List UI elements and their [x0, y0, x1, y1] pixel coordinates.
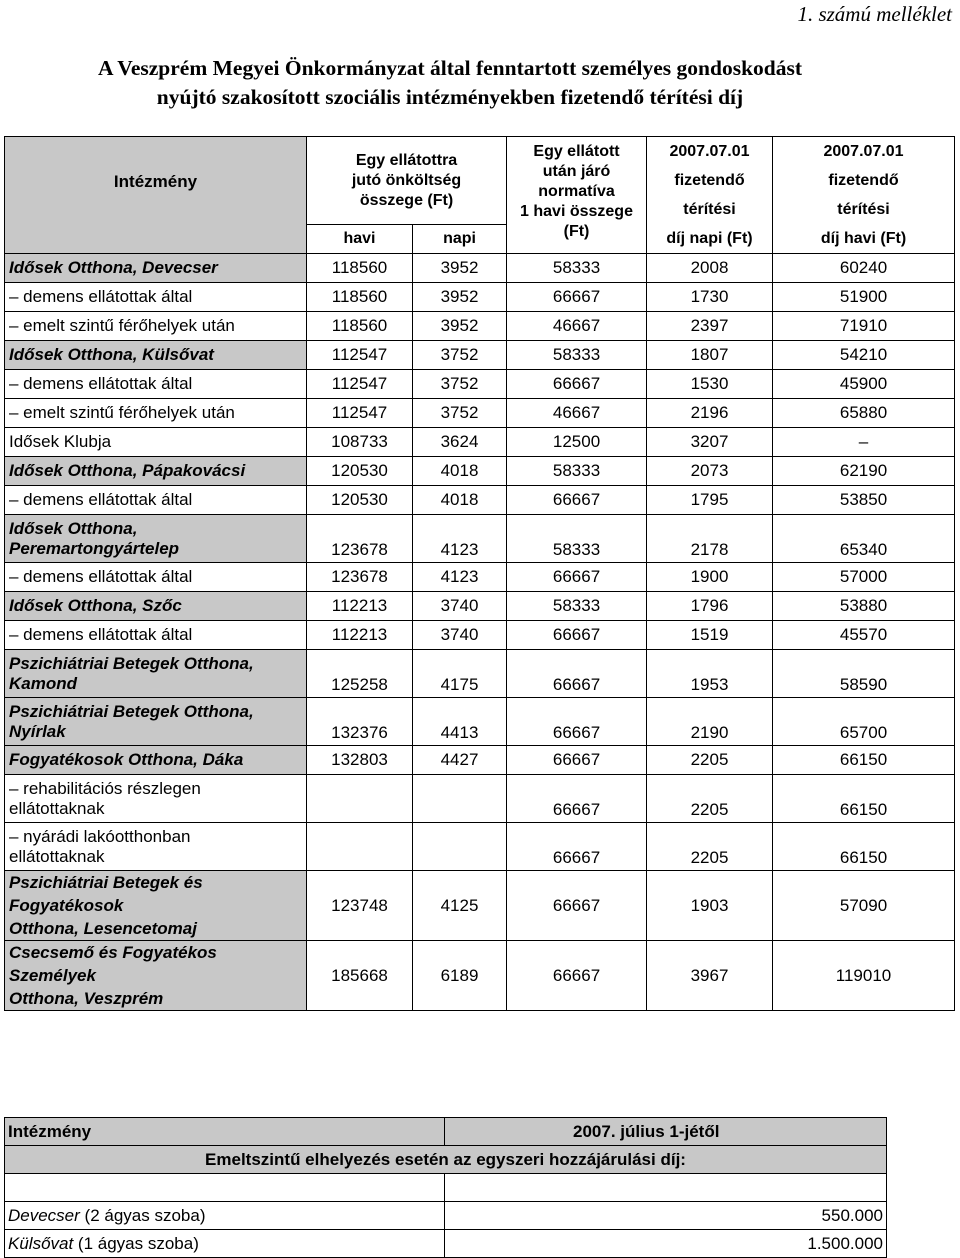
- row-name-line: Személyek: [9, 966, 96, 985]
- row-name-line: Fogyatékosok: [9, 896, 124, 915]
- second-place: [5, 1202, 445, 1230]
- row-name: – demens ellátottak által: [5, 283, 307, 312]
- table-row: [5, 621, 955, 650]
- cell-fee-monthly: 53850: [773, 486, 955, 515]
- cell-fee-monthly: 66150: [773, 823, 955, 871]
- cell-fee-daily: 2196: [647, 399, 773, 428]
- header-fee-daily-line: díj napi (Ft): [666, 230, 753, 247]
- cell-daily: 3952: [413, 254, 507, 283]
- row-name: – demens ellátottak által: [5, 621, 307, 650]
- cell-daily: [413, 823, 507, 871]
- cell-daily: 3624: [413, 428, 507, 457]
- cell-normative: 46667: [507, 399, 647, 428]
- cell-fee-daily: 2008: [647, 254, 773, 283]
- cell-normative: 58333: [507, 515, 647, 563]
- cell-normative: 66667: [507, 563, 647, 592]
- second-value: 550.000: [445, 1202, 887, 1230]
- cell-monthly: 123678: [307, 515, 413, 563]
- contribution-table: [4, 1117, 887, 1258]
- second-spacer: [5, 1174, 445, 1202]
- cell-fee-monthly: 60240: [773, 254, 955, 283]
- second-spacer: [445, 1174, 887, 1202]
- header-norm-line: után járó: [542, 163, 611, 180]
- cell-fee-monthly: 45570: [773, 621, 955, 650]
- fee-table: [4, 136, 955, 1011]
- second-header-institution: Intézmény: [5, 1118, 445, 1146]
- row-name-line: Pszichiátriai Betegek Otthona,: [9, 653, 254, 673]
- cell-monthly: 112547: [307, 370, 413, 399]
- cell-normative: 66667: [507, 871, 647, 941]
- cell-normative: 66667: [507, 486, 647, 515]
- title-line-1: A Veszprém Megyei Önkormányzat által fenntartott személyes gondoskodást: [97, 56, 803, 80]
- cell-monthly: 112213: [307, 621, 413, 650]
- cell-daily: 3752: [413, 370, 507, 399]
- second-subtitle: Emeltszintű elhelyezés esetén az egyszeri hozzájárulási díj:: [5, 1146, 887, 1174]
- cell-fee-daily: 1530: [647, 370, 773, 399]
- table-row: [5, 871, 955, 941]
- cell-fee-daily: 2397: [647, 312, 773, 341]
- cell-normative: 58333: [507, 341, 647, 370]
- cell-fee-daily: 2205: [647, 823, 773, 871]
- row-name: – emelt szintű férőhelyek után: [5, 399, 307, 428]
- second-header-date: [445, 1118, 887, 1146]
- row-name-line: – rehabilitációs részlegen: [9, 778, 201, 798]
- cell-monthly: 112547: [307, 399, 413, 428]
- row-name: – demens ellátottak által: [5, 486, 307, 515]
- cell-monthly: 132803: [307, 746, 413, 775]
- header-daily: napi: [413, 225, 507, 254]
- row-name-line: Pszichiátriai Betegek és: [9, 873, 203, 892]
- cell-monthly: 120530: [307, 486, 413, 515]
- table-row: [5, 515, 955, 563]
- cell-fee-monthly: 57090: [773, 871, 955, 941]
- table-row: [5, 399, 955, 428]
- cell-monthly: 118560: [307, 283, 413, 312]
- cell-monthly: [307, 823, 413, 871]
- row-name: [5, 515, 307, 563]
- cell-daily: 3740: [413, 592, 507, 621]
- cell-normative: 58333: [507, 592, 647, 621]
- cell-fee-monthly: 66150: [773, 775, 955, 823]
- table-row: [5, 592, 955, 621]
- cell-daily: 4123: [413, 563, 507, 592]
- table-row: [5, 341, 955, 370]
- annex-label: 1. számú melléklet: [797, 2, 952, 26]
- row-name-line: Otthona, Lesencetomaj: [9, 919, 197, 938]
- header-norm-line: Egy ellátott: [533, 143, 620, 160]
- cell-fee-monthly: –: [773, 428, 955, 457]
- header-norm-line: 1 havi összege: [520, 203, 633, 220]
- row-name: Idősek Otthona, Külsővat: [5, 341, 307, 370]
- place-name: Devecser: [8, 1205, 80, 1225]
- cell-fee-daily: 1795: [647, 486, 773, 515]
- table-row: [5, 746, 955, 775]
- header-fee-daily-line: térítési: [683, 201, 736, 218]
- cell-daily: 4175: [413, 650, 507, 698]
- cell-fee-monthly: 65340: [773, 515, 955, 563]
- row-name: [5, 650, 307, 698]
- cell-fee-daily: 2205: [647, 775, 773, 823]
- header-normative: [507, 137, 647, 254]
- table-row: [5, 370, 955, 399]
- row-name-line: Otthona, Veszprém: [9, 989, 164, 1008]
- cell-normative: 66667: [507, 370, 647, 399]
- cell-normative: 66667: [507, 621, 647, 650]
- place-name: Külsővat: [8, 1233, 74, 1253]
- header-fee-daily: [647, 137, 773, 254]
- header-cost-line: Egy ellátottra: [355, 151, 458, 169]
- place-desc: (2 ágyas szoba): [79, 1205, 206, 1225]
- header-institution-label: Intézmény: [113, 172, 198, 191]
- header-cost: [307, 137, 507, 225]
- row-name: Fogyatékosok Otthona, Dáka: [5, 746, 307, 775]
- cell-fee-daily: 1519: [647, 621, 773, 650]
- second-date-label: 2007. július 1-jétől: [573, 1121, 720, 1141]
- row-name-line: Csecsemő és Fogyatékos: [9, 943, 217, 962]
- row-name: – demens ellátottak által: [5, 563, 307, 592]
- cell-fee-daily: 2190: [647, 698, 773, 746]
- header-cost-line: jutó önköltség: [351, 171, 462, 189]
- row-name: Idősek Otthona, Szőc: [5, 592, 307, 621]
- cell-fee-daily: 3207: [647, 428, 773, 457]
- cell-normative: 66667: [507, 698, 647, 746]
- cell-fee-monthly: 119010: [773, 941, 955, 1011]
- cell-fee-daily: 1900: [647, 563, 773, 592]
- cell-daily: 4123: [413, 515, 507, 563]
- cell-normative: 66667: [507, 650, 647, 698]
- row-name: [5, 775, 307, 823]
- table-row: [5, 254, 955, 283]
- cell-normative: 66667: [507, 746, 647, 775]
- cell-fee-daily: 1903: [647, 871, 773, 941]
- cell-fee-monthly: 62190: [773, 457, 955, 486]
- cell-daily: 3752: [413, 399, 507, 428]
- cell-normative: 66667: [507, 941, 647, 1011]
- cell-fee-daily: 1730: [647, 283, 773, 312]
- header-fee-monthly-line: térítési: [837, 201, 890, 218]
- second-place: [5, 1230, 445, 1258]
- cell-daily: 3752: [413, 341, 507, 370]
- cell-fee-monthly: 65700: [773, 698, 955, 746]
- cell-monthly: [307, 775, 413, 823]
- cell-fee-daily: 1953: [647, 650, 773, 698]
- cell-normative: 46667: [507, 312, 647, 341]
- cell-fee-daily: 1796: [647, 592, 773, 621]
- cell-daily: 6189: [413, 941, 507, 1011]
- cell-monthly: 132376: [307, 698, 413, 746]
- table-row: [5, 775, 955, 823]
- table-row: [5, 283, 955, 312]
- cell-fee-daily: 2178: [647, 515, 773, 563]
- cell-daily: 4427: [413, 746, 507, 775]
- row-name-line: ellátottaknak: [9, 798, 105, 818]
- row-name-line: Idősek Otthona,: [9, 518, 138, 538]
- row-name: – emelt szintű férőhelyek után: [5, 312, 307, 341]
- cell-normative: 12500: [507, 428, 647, 457]
- cell-monthly: 108733: [307, 428, 413, 457]
- row-name: [5, 698, 307, 746]
- table-row: [5, 823, 955, 871]
- table-row: [5, 698, 955, 746]
- row-name-line: Peremartongyártelep: [9, 538, 180, 558]
- cell-monthly: 112213: [307, 592, 413, 621]
- row-name: Idősek Otthona, Pápakovácsi: [5, 457, 307, 486]
- cell-daily: 3952: [413, 283, 507, 312]
- table-row: [5, 563, 955, 592]
- cell-daily: 4413: [413, 698, 507, 746]
- cell-daily: 3952: [413, 312, 507, 341]
- row-name: [5, 941, 307, 1011]
- header-fee-monthly: [773, 137, 955, 254]
- cell-fee-daily: 3967: [647, 941, 773, 1011]
- cell-daily: 3740: [413, 621, 507, 650]
- cell-fee-monthly: 66150: [773, 746, 955, 775]
- row-name: [5, 871, 307, 941]
- row-name-line: Nyírlak: [9, 721, 66, 741]
- cell-daily: 4018: [413, 457, 507, 486]
- title-line-2: nyújtó szakosított szociális intézményekben fizetendő térítési díj: [156, 85, 744, 109]
- cell-normative: 58333: [507, 254, 647, 283]
- cell-daily: [413, 775, 507, 823]
- header-norm-line: (Ft): [563, 223, 590, 240]
- cell-fee-daily: 1807: [647, 341, 773, 370]
- table-row: [5, 1230, 887, 1258]
- cell-monthly: 118560: [307, 254, 413, 283]
- cell-monthly: 125258: [307, 650, 413, 698]
- table-row: [5, 428, 955, 457]
- header-norm-line: normatíva: [538, 183, 615, 200]
- cell-fee-monthly: 53880: [773, 592, 955, 621]
- header-fee-monthly-line: 2007.07.01: [823, 143, 904, 160]
- header-cost-line: összege (Ft): [359, 191, 454, 209]
- cell-normative: 66667: [507, 823, 647, 871]
- cell-fee-monthly: 71910: [773, 312, 955, 341]
- table-row: [5, 650, 955, 698]
- cell-monthly: 185668: [307, 941, 413, 1011]
- place-desc: (1 ágyas szoba): [73, 1233, 199, 1253]
- row-name: Idősek Otthona, Devecser: [5, 254, 307, 283]
- cell-normative: 66667: [507, 775, 647, 823]
- row-name-line: ellátottaknak: [9, 846, 105, 866]
- cell-fee-daily: 2073: [647, 457, 773, 486]
- header-fee-daily-line: fizetendő: [674, 172, 745, 189]
- table-row: [5, 941, 955, 1011]
- cell-monthly: 118560: [307, 312, 413, 341]
- row-name-line: Kamond: [9, 673, 77, 693]
- header-fee-daily-line: 2007.07.01: [669, 143, 750, 160]
- cell-normative: 58333: [507, 457, 647, 486]
- page-title: [0, 54, 900, 112]
- cell-monthly: 123678: [307, 563, 413, 592]
- cell-fee-daily: 2205: [647, 746, 773, 775]
- table-row: [5, 1202, 887, 1230]
- table-row: [5, 486, 955, 515]
- cell-normative: 66667: [507, 283, 647, 312]
- table-row: [5, 457, 955, 486]
- header-institution: [5, 137, 307, 254]
- row-name: [5, 823, 307, 871]
- row-name: Idősek Klubja: [5, 428, 307, 457]
- cell-fee-monthly: 57000: [773, 563, 955, 592]
- cell-monthly: 123748: [307, 871, 413, 941]
- header-fee-monthly-line: fizetendő: [828, 172, 899, 189]
- cell-fee-monthly: 45900: [773, 370, 955, 399]
- cell-fee-monthly: 51900: [773, 283, 955, 312]
- row-name-line: – nyárádi lakóotthonban: [9, 826, 191, 846]
- row-name-line: Pszichiátriai Betegek Otthona,: [9, 701, 254, 721]
- cell-daily: 4018: [413, 486, 507, 515]
- cell-fee-monthly: 58590: [773, 650, 955, 698]
- cell-daily: 4125: [413, 871, 507, 941]
- second-value: 1.500.000: [445, 1230, 887, 1258]
- cell-fee-monthly: 54210: [773, 341, 955, 370]
- table-row: [5, 312, 955, 341]
- cell-monthly: 120530: [307, 457, 413, 486]
- cell-monthly: 112547: [307, 341, 413, 370]
- cell-fee-monthly: 65880: [773, 399, 955, 428]
- row-name: – demens ellátottak által: [5, 370, 307, 399]
- header-monthly: havi: [307, 225, 413, 254]
- header-fee-monthly-line: díj havi (Ft): [820, 230, 907, 247]
